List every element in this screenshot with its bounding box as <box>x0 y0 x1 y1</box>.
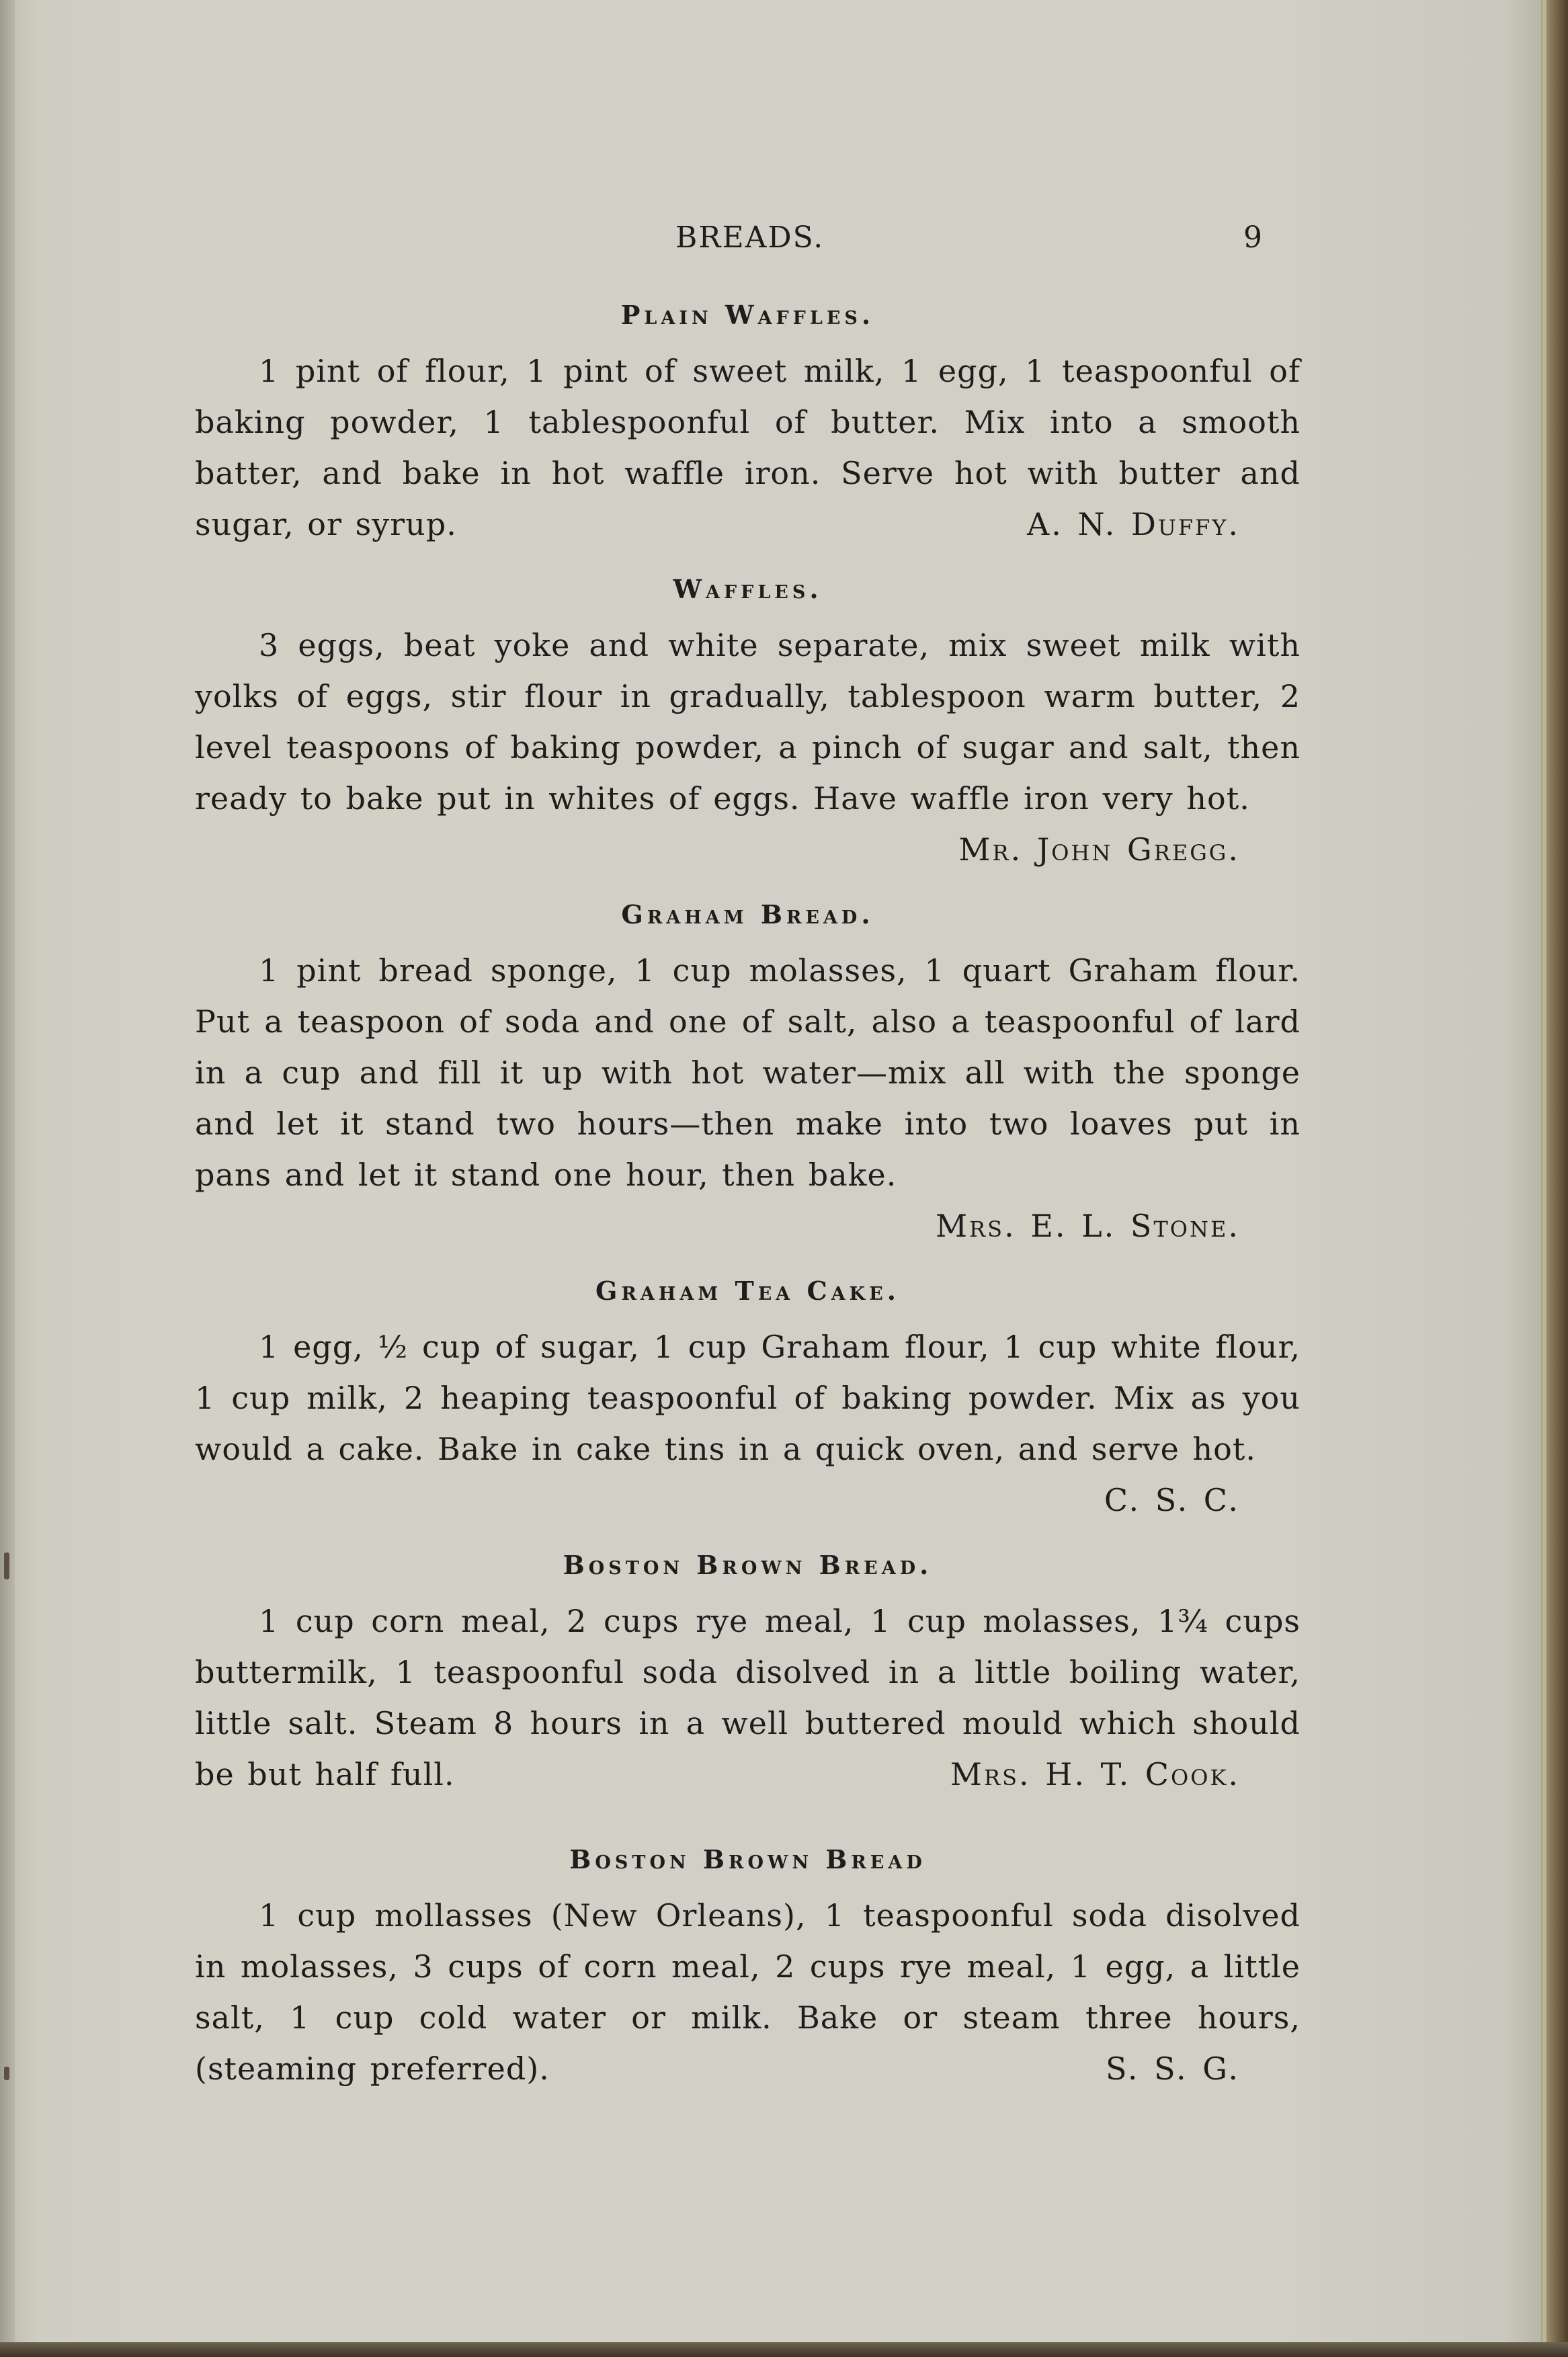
recipe-waffles <box>195 570 1301 868</box>
recipe-boston-brown-bread-2 <box>195 1840 1301 2094</box>
bottom-page-edge <box>0 2342 1568 2357</box>
page-number: 9 <box>1243 220 1262 255</box>
recipe-graham-bread <box>195 895 1301 1244</box>
recipe-instructions: 1 egg, ½ cup of sugar, 1 cup Graham flour, 1 cup white flour, 1 cup milk, 2 heaping teaspoonful of baking powder. Mix as you would a cake. Bake in cake tins in a quick oven, and serve hot. <box>195 1329 1301 1467</box>
recipe-title: Graham Tea Cake. <box>595 1276 900 1306</box>
binding-mark <box>4 2067 9 2080</box>
recipe-text <box>195 1596 1301 1800</box>
recipe-title: Waffles. <box>673 574 823 604</box>
recipe-instructions: 3 eggs, beat yoke and white separate, mix sweet milk with yolks of eggs, stir flour in gradually, tablespoon warm butter, 2 level teaspoons of baking powder, a pinch of sugar and salt, then ready to bake put in whites of eggs. Have waffle iron very hot. <box>195 627 1301 817</box>
recipe-author: Mr. John Gregg. <box>958 831 1240 868</box>
recipe-text <box>195 945 1301 1244</box>
recipe-boston-brown-bread-1 <box>195 1546 1301 1800</box>
recipe-author: C. S. C. <box>1104 1482 1240 1518</box>
recipe-title: Plain Waffles. <box>620 300 875 330</box>
recipe-instructions: 1 pint of flour, 1 pint of sweet milk, 1 egg, 1 teaspoonful of baking powder, 1 tablespoonful of butter. Mix into a smooth batter, and bake in hot waffle iron. Serve hot with butter and sugar, or syrup. <box>195 353 1301 542</box>
recipe-instructions: 1 cup mollasses (New Orleans), 1 teaspoonful soda disolved in molasses, 3 cups of corn meal, 2 cups rye meal, 1 egg, a little salt, 1 cup cold water or milk. Bake or steam three hours, (steaming preferred). <box>195 1897 1301 2087</box>
recipe-author: Mrs. H. T. Cook. <box>950 1756 1240 1792</box>
recipe-text <box>195 1321 1301 1518</box>
recipe-title: Boston Brown Bread. <box>563 1550 933 1580</box>
page-header <box>195 214 1270 267</box>
page-content <box>195 296 1301 2094</box>
recipe-graham-tea-cake <box>195 1272 1301 1518</box>
recipe-text <box>195 345 1301 550</box>
recipe-text <box>195 620 1301 868</box>
recipe-instructions: 1 cup corn meal, 2 cups rye meal, 1 cup molasses, 1¾ cups buttermilk, 1 teaspoonful soda disolved in a little boiling water, little salt. Steam 8 hours in a well buttered mould which should be but half full. <box>195 1603 1301 1792</box>
left-binding-edge <box>0 0 15 2357</box>
recipe-text <box>195 1890 1301 2094</box>
recipe-title: Boston Brown Bread <box>569 1844 926 1874</box>
running-head: BREADS. <box>675 220 825 255</box>
recipe-plain-waffles <box>195 296 1301 550</box>
binding-mark <box>4 1553 9 1579</box>
recipe-author: S. S. G. <box>1106 2051 1240 2087</box>
recipe-author: Mrs. E. L. Stone. <box>935 1208 1240 1244</box>
recipe-instructions: 1 pint bread sponge, 1 cup molasses, 1 quart Graham flour. Put a teaspoon of soda and one of salt, also a teaspoonful of lard in a cup and fill it up with hot water—mix all with the sponge and let it stand two hours—then make into two loaves put in pans and let it stand one hour, then bake. <box>195 952 1301 1193</box>
recipe-author: A. N. Duffy. <box>1026 506 1240 542</box>
recipe-title: Graham Bread. <box>621 899 874 929</box>
right-edge-highlight <box>1542 0 1546 2357</box>
